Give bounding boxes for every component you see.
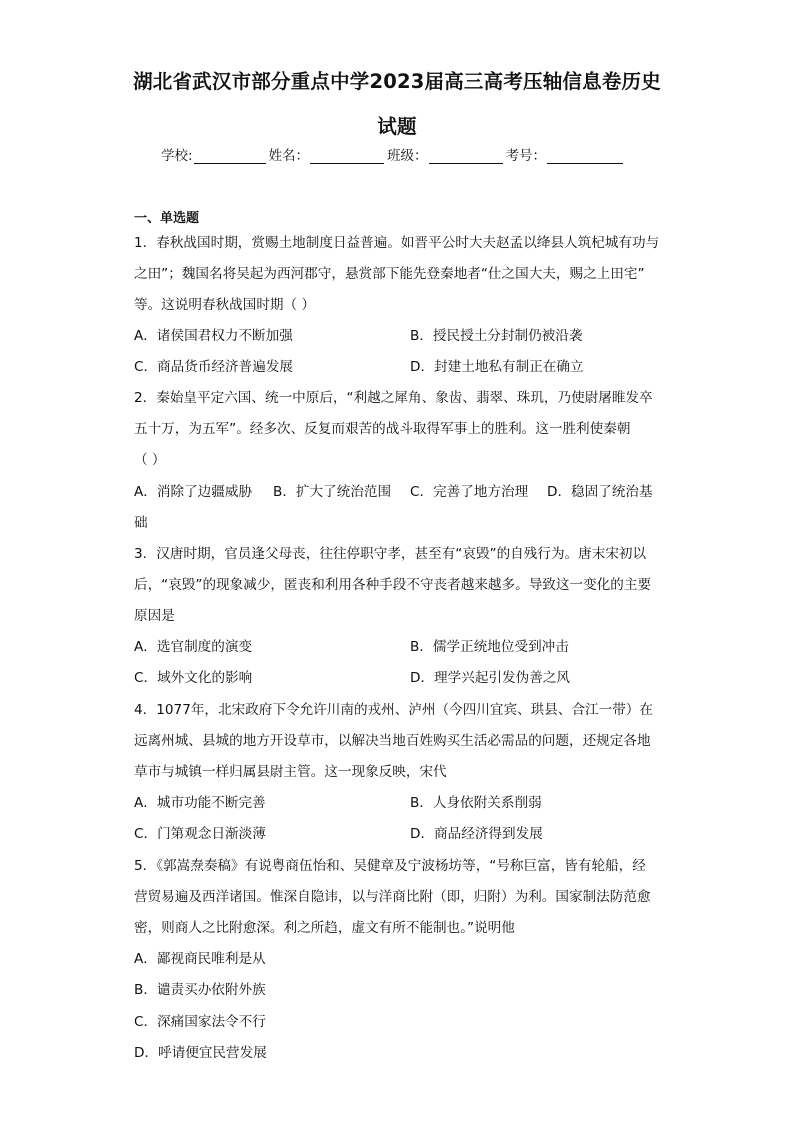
- q4-option-d[interactable]: D．商品经济得到发展: [410, 826, 543, 842]
- q4-stem-line-3: 草市与城镇一样归属县尉主管。这一现象反映，宋代: [134, 764, 447, 780]
- section-heading: 一、单选题: [134, 211, 200, 226]
- q3-option-a[interactable]: A．选官制度的演变: [134, 639, 253, 655]
- q2-option-d-wrap: 础: [134, 515, 148, 531]
- q5-option-b[interactable]: B．谴责买办依附外族: [134, 982, 266, 998]
- name-field: [269, 144, 385, 164]
- q1-option-d[interactable]: D．封建土地私有制正在确立: [410, 359, 584, 375]
- q1-option-b[interactable]: B．授民授土分封制仍被沿袭: [410, 328, 583, 344]
- q5-stem-line-2: 营贸易遍及西洋诸国。惟深自隐讳，以与洋商比附（即，归附）为利。国家制法防范愈: [134, 889, 651, 905]
- name-label: 姓名：: [268, 148, 310, 164]
- q2-stem-line-1: 2．秦始皇平定六国、统一中原后，“利越之犀角、象齿、翡翠、珠玑，乃使尉屠睢发卒: [134, 390, 653, 406]
- q4-option-a[interactable]: A．城市功能不断完善: [134, 795, 266, 811]
- class-label: 班级：: [387, 148, 428, 164]
- exam-title-line-2: 试题: [377, 115, 417, 138]
- q3-stem-line-3: 原因是: [134, 608, 175, 624]
- q4-option-b[interactable]: B．人身依附关系削弱: [410, 795, 542, 811]
- name-blank[interactable]: [310, 149, 384, 164]
- q2-option-c[interactable]: C．完善了地方治理: [410, 484, 529, 500]
- q5-option-d[interactable]: D．呼请便宜民营发展: [134, 1045, 267, 1061]
- number-label: 考号：: [505, 148, 547, 164]
- class-blank[interactable]: [429, 149, 503, 164]
- q3-option-d[interactable]: D．理学兴起引发伪善之风: [410, 670, 570, 686]
- q5-stem-line-1: 5．《郭嵩焘奏稿》有说粤商伍怡和、吴健章及宁波杨坊等，“号称巨富，皆有轮船，经: [134, 858, 646, 874]
- q1-stem-line-2: 之田”；魏国名将吴起为西河郡守，悬赏部下能先登秦地者“仕之国大夫，赐之上田宅”: [134, 266, 645, 282]
- q4-stem-line-1: 4．1077年，北宋政府下令允许川南的戎州、泸州（今四川宜宾、珙县、合江一带）在: [134, 702, 654, 718]
- school-blank[interactable]: [194, 149, 266, 164]
- number-field: [506, 144, 624, 164]
- q2-option-b[interactable]: B．扩大了统治范围: [273, 484, 392, 500]
- q2-stem-line-3: （ ）: [134, 452, 166, 468]
- q5-option-a[interactable]: A．鄙视商民唯利是从: [134, 951, 266, 967]
- number-blank[interactable]: [547, 149, 623, 164]
- q4-stem-line-2: 远离州城、县城的地方开设草市，以解决当地百姓购买生活必需品的问题，还规定各地: [134, 733, 651, 749]
- student-info-line: [161, 144, 626, 164]
- q3-option-c[interactable]: C．域外文化的影响: [134, 670, 253, 686]
- q5-option-c[interactable]: C．深痛国家法令不行: [134, 1014, 266, 1030]
- q2-option-d[interactable]: D．稳固了统治基: [547, 484, 653, 500]
- q2-stem-line-2: 五十万，为五军”。经多次、反复而艰苦的战斗取得军事上的胜利。这一胜利使秦朝: [134, 421, 631, 437]
- class-field: [387, 144, 503, 164]
- q3-option-b[interactable]: B．儒学正统地位受到冲击: [410, 639, 569, 655]
- q1-stem-line-1: 1．春秋战国时期，赏赐土地制度日益普遍。如晋平公时大夫赵孟以绛县人筑杞城有功与: [134, 235, 660, 251]
- q2-option-a[interactable]: A．消除了边疆威胁: [134, 484, 253, 500]
- exam-title-line-1: 湖北省武汉市部分重点中学2023届高三高考压轴信息卷历史: [133, 70, 661, 93]
- q1-option-c[interactable]: C．商品货币经济普遍发展: [134, 359, 294, 375]
- school-label: 学校:: [161, 148, 193, 164]
- q3-stem-line-2: 后，“哀毁”的现象减少，匿丧和利用各种手段不守丧者越来越多。导致这一变化的主要: [134, 577, 652, 593]
- q5-stem-line-3: 密，则商人之比附愈深。利之所趋，虚文有所不能制也。”说明他: [134, 920, 515, 936]
- q1-stem-line-3: 等。这说明春秋战国时期（ ）: [134, 297, 316, 313]
- q4-option-c[interactable]: C．门第观念日渐淡薄: [134, 826, 266, 842]
- q3-stem-line-1: 3．汉唐时期，官员逢父母丧，往往停职守孝，甚至有“哀毁”的自残行为。唐末宋初以: [134, 546, 647, 562]
- school-field: [161, 144, 266, 164]
- q1-option-a[interactable]: A．诸侯国君权力不断加强: [134, 328, 293, 344]
